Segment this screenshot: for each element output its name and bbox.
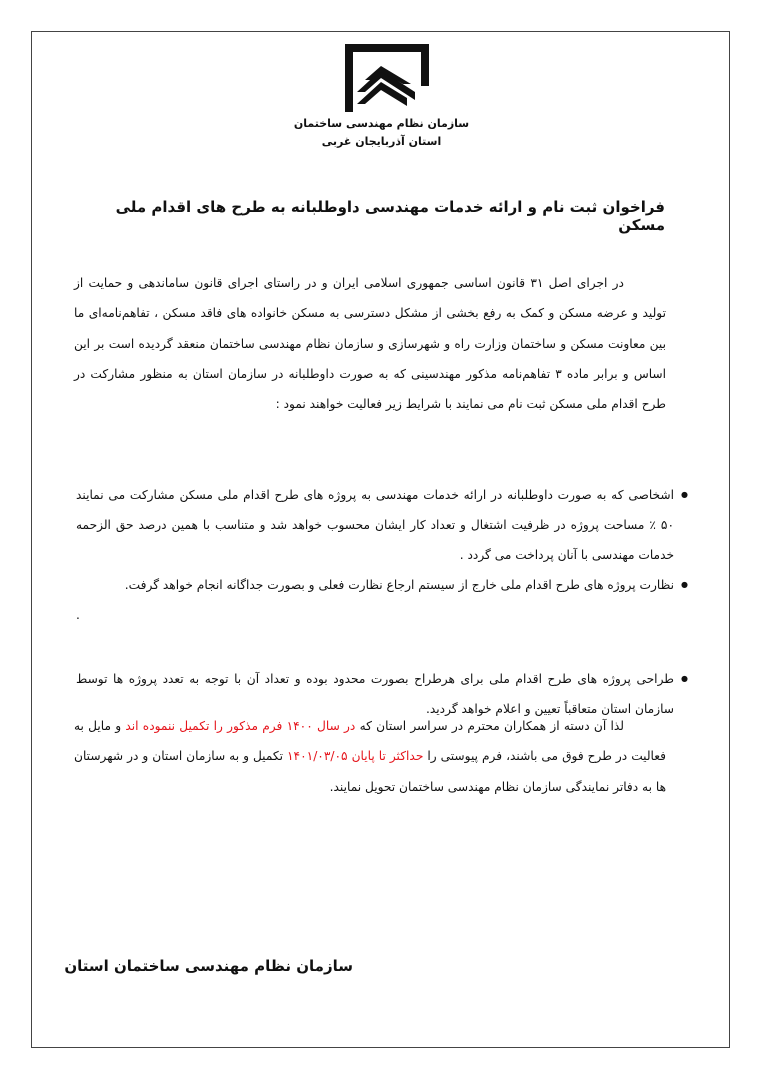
highlight-deadline: حداکثر تا پایان ۱۴۰۱/۰۳/۰۵	[287, 749, 424, 764]
document-title: فراخوان ثبت نام و ارائه خدمات مهندسی داوطلبانه به طرح های اقدام ملی مسکن	[115, 198, 665, 234]
condition-item: ● اشخاصی که به صورت داوطلبانه در ارائه خدمات مهندسی به پروژه های طرح اقدام ملی مسکن مشارکت می نمایند ۵۰ ٪ مساحت پروژه در ظرفیت اشتغال و تعداد کار ایشان محسوب خواهد شد و متناسب با همین درصد حق الزحمه خدمات مهندسی با آنان پرداخت می گردد .	[76, 480, 688, 570]
conditions-list	[76, 480, 688, 724]
closing-text: لذا آن دسته از همکاران محترم در سراسر استان که	[355, 719, 624, 733]
closing-text: تکمیل و به سازمان استان و در شهرستان ها به دفاتر نمایندگی سازمان نظام مهندسی ساختمان تحویل نمایند.	[74, 749, 666, 794]
organization-logo	[341, 40, 433, 112]
closing-paragraph	[74, 711, 666, 802]
condition-item: ● نظارت پروژه های طرح اقدام ملی خارج از سیستم ارجاع نظارت فعلی و بصورت جداگانه انجام خواهد گرفت.	[76, 570, 688, 600]
closing-text: و مایل به فعالیت در طرح فوق می باشند، فرم پیوستی را	[74, 719, 666, 764]
condition-item: ● طراحی پروژه های طرح اقدام ملی برای هرطراح بصورت محدود بوده و تعداد آن با توجه به تعدد پروژه ها توسط سازمان استان متعاقباً تعیین و اعلام خواهد گردید.	[76, 664, 688, 724]
intro-paragraph: در اجرای اصل ۳۱ قانون اساسی جمهوری اسلامی ایران و در راستای اجرای قانون ساماندهی و حمایت از تولید و عرضه مسکن و کمک به رفع بخشی از مشکل دسترسی به مسکن خانواده های فاقد مسکن ، تفاهم‌نامه‌ای ما بین معاونت مسکن و ساختمان وزارت راه و شهرسازی و سازمان نظام مهندسی ساختمان منعقد گردیده است بر این اساس و برابر ماده ۳ تفاهم‌نامه مذکور مهندسینی که به صورت داوطلبانه در سازمان استان به منظور مشارکت در طرح اقدام ملی مسکن ثبت نام می نمایند با شرایط زیر فعالیت خواهند نمود :	[74, 276, 667, 412]
highlight-year-note: در سال ۱۴۰۰ فرم مذکور را تکمیل ننموده اند	[125, 719, 356, 733]
stray-dot: .	[76, 608, 80, 622]
organization-province: استان آذربایجان غربی	[321, 135, 442, 148]
organization-name: سازمان نظام مهندسی ساختمان	[293, 117, 470, 130]
signature: سازمان نظام مهندسی ساختمان استان	[64, 957, 353, 975]
